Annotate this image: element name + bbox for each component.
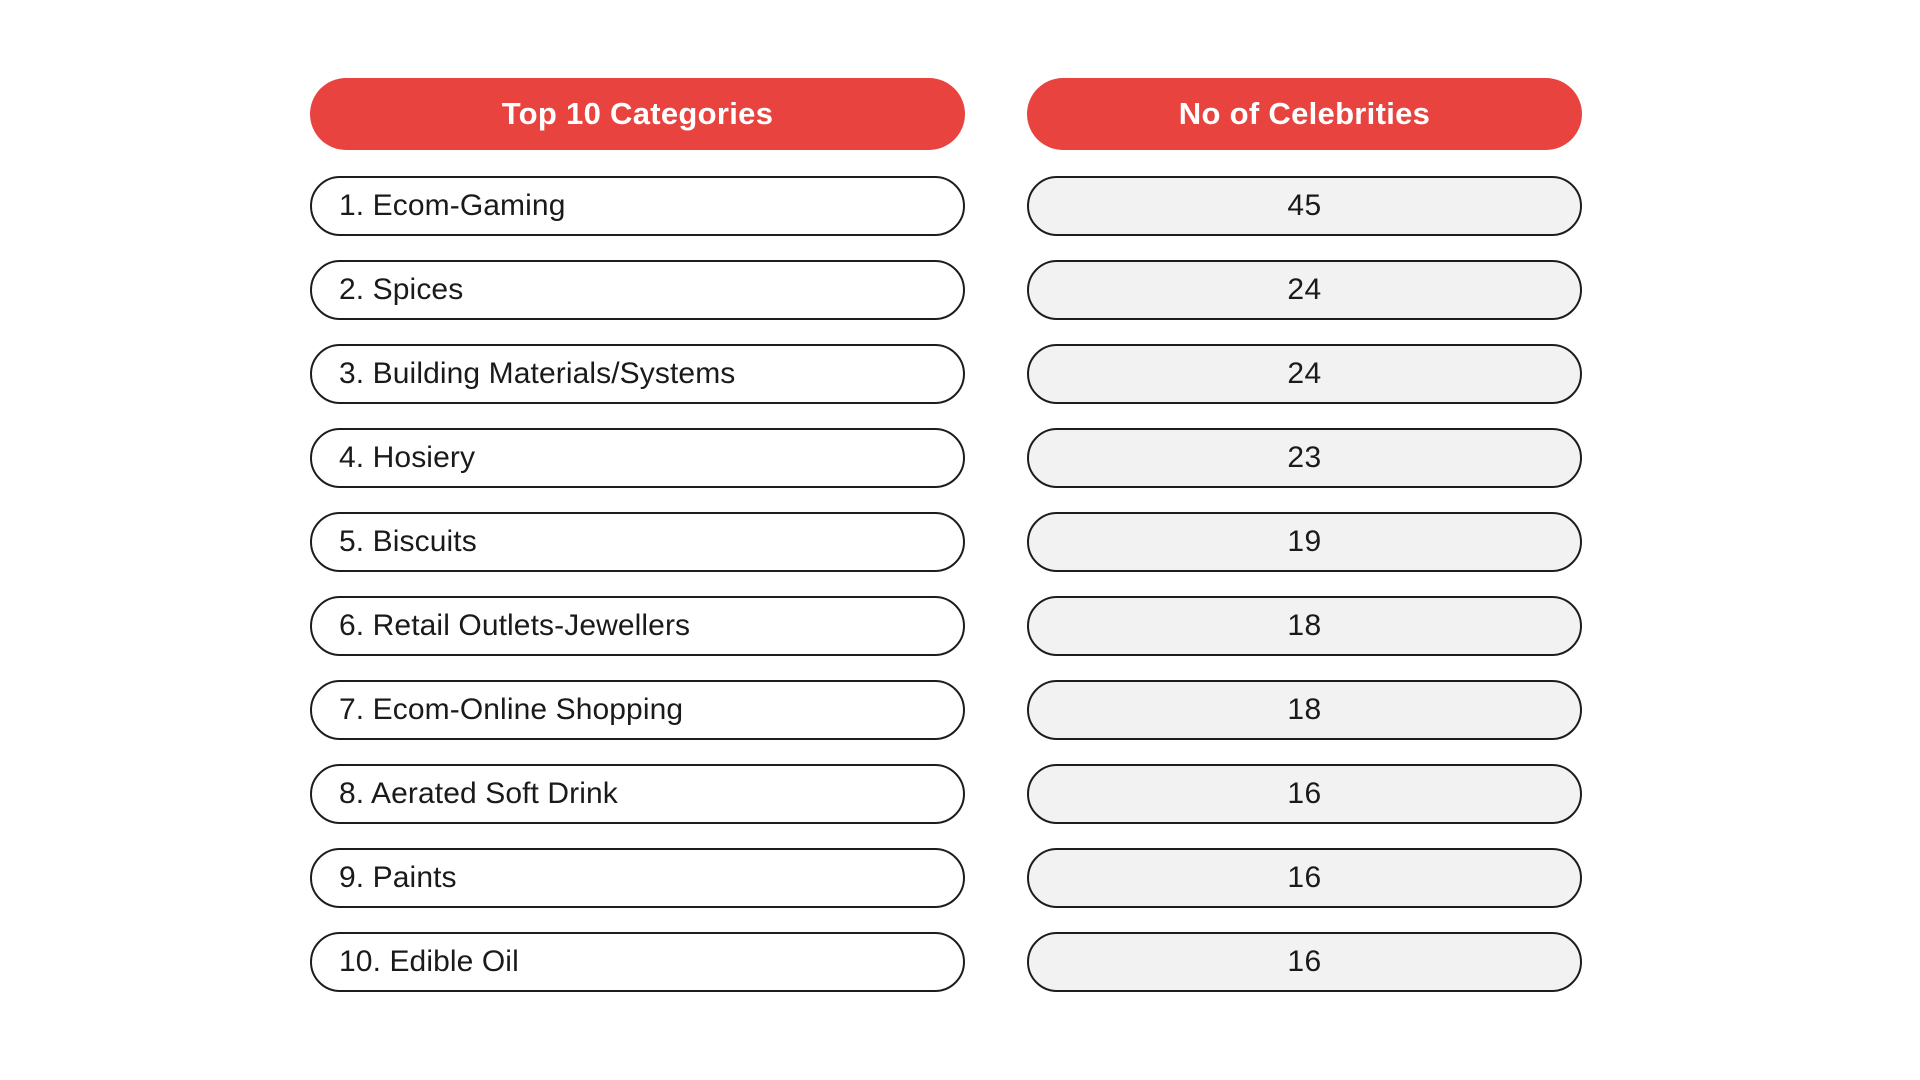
celebrities-column-header: No of Celebrities bbox=[1027, 78, 1582, 150]
table-row-value bbox=[1027, 344, 1582, 404]
table-row: 5. Biscuits bbox=[310, 512, 965, 572]
table-row: 10. Edible Oil bbox=[310, 932, 965, 992]
table-row: 4. Hosiery bbox=[310, 428, 965, 488]
table-row-value bbox=[1027, 932, 1582, 992]
table-row: 3. Building Materials/Systems bbox=[310, 344, 965, 404]
celebrity-count: 24 bbox=[1287, 273, 1322, 306]
celebrity-count: 23 bbox=[1287, 441, 1322, 474]
celebrity-count: 19 bbox=[1287, 525, 1322, 558]
celebrity-count: 45 bbox=[1287, 189, 1322, 222]
celebrity-count: 18 bbox=[1287, 693, 1322, 726]
table-row-value bbox=[1027, 260, 1582, 320]
categories-column-header: Top 10 Categories bbox=[310, 78, 965, 150]
celebrity-count: 16 bbox=[1287, 777, 1322, 810]
table-row: 9. Paints bbox=[310, 848, 965, 908]
table-row: 6. Retail Outlets-Jewellers bbox=[310, 596, 965, 656]
table-row-value bbox=[1027, 428, 1582, 488]
table-row: 1. Ecom-Gaming bbox=[310, 176, 965, 236]
celebrity-count: 16 bbox=[1287, 861, 1322, 894]
celebrity-count: 24 bbox=[1287, 357, 1322, 390]
table-row-value bbox=[1027, 176, 1582, 236]
celebrity-count: 18 bbox=[1287, 609, 1322, 642]
table-row: 2. Spices bbox=[310, 260, 965, 320]
table-row-value bbox=[1027, 764, 1582, 824]
categories-column bbox=[310, 78, 965, 1016]
categories-table bbox=[310, 78, 1582, 1016]
table-row-value bbox=[1027, 512, 1582, 572]
table-row-value bbox=[1027, 680, 1582, 740]
table-row-value bbox=[1027, 596, 1582, 656]
celebrities-column bbox=[1027, 78, 1582, 1016]
table-row: 8. Aerated Soft Drink bbox=[310, 764, 965, 824]
table-row: 7. Ecom-Online Shopping bbox=[310, 680, 965, 740]
table-row-value bbox=[1027, 848, 1582, 908]
celebrity-count: 16 bbox=[1287, 945, 1322, 978]
